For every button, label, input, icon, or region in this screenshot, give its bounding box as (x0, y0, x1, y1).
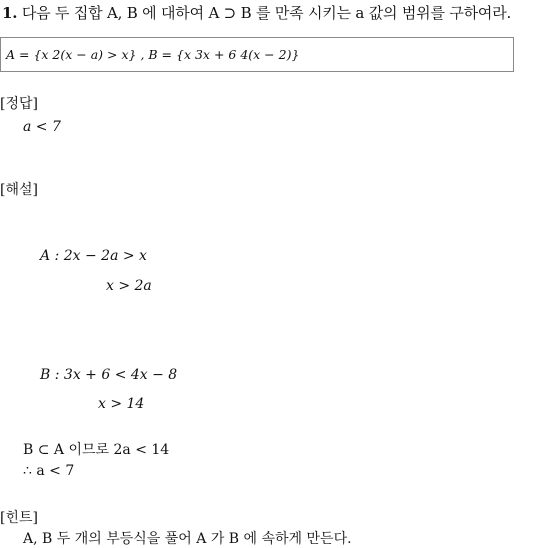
solution-conclusion: ∴ a < 7 (23, 463, 75, 479)
solution-line-5: B ⊂ A 이므로 2a < 14 (23, 442, 170, 458)
hint-text: A, B 두 개의 부등식을 풀어 A 가 B 에 속하게 만든다. (23, 531, 352, 547)
answer-heading: [정답] (0, 96, 38, 112)
question-text (2, 2, 511, 23)
answer-value: a < 7 (23, 119, 61, 135)
solution-line-3: B : 3x + 6 < 4x − 8 (40, 367, 178, 383)
solution-line-2: x > 2a (106, 278, 152, 294)
hint-heading: [힌트] (0, 510, 38, 526)
solution-line-4: x > 14 (98, 396, 145, 412)
question-body: 다음 두 집합 A, B 에 대하여 A ⊃ B 를 만족 시키는 a 값의 범위를 구하여라. (21, 4, 512, 22)
question-number: 1. (2, 4, 18, 22)
solution-heading: [해설] (0, 182, 38, 198)
solution-line-1: A : 2x − 2a > x (40, 248, 147, 264)
given-sets-text: A = {x 2(x − a) > x} , B = {x 3x + 6 4(x − 2)} (6, 47, 300, 62)
